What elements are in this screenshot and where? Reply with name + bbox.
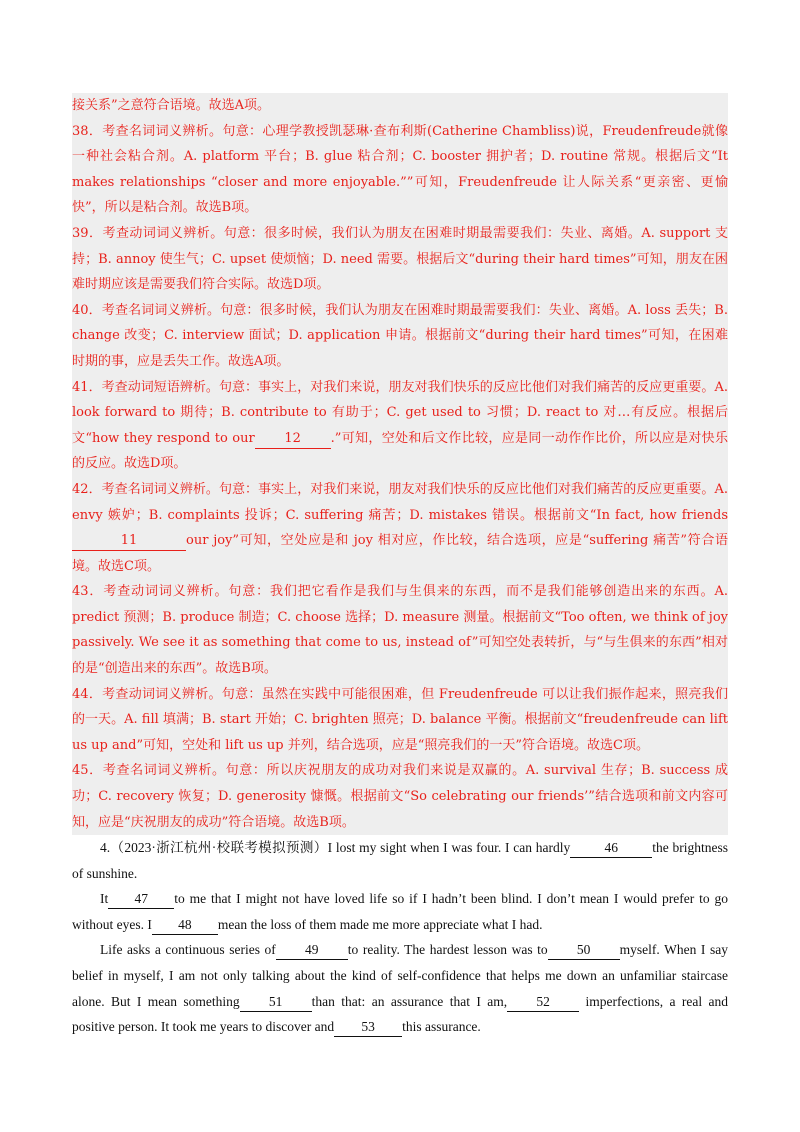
analysis-40: 40．考查名词词义辨析。句意：很多时候，我们认为朋友在困难时期最需要我们：失业、离婚。A. loss 丢失；B. change 改变；C. interview 面试；D. application 申请。根据前文“during their hard times”可知，在困难时期的事，应是丢失工作。故选A项。: [72, 302, 728, 369]
passage-text: It: [100, 891, 109, 907]
analysis-41-text: 41．考查动词短语辨析。句意：事实上，对我们来说，朋友对我们快乐的反应比他们对我们痛苦的反应更重要。A. look forward to 期待；B. contribute to 有助于；C. get used to 习惯；D. react to 对…有反应。根据后文“how they respond to our: [72, 379, 728, 446]
analysis-41: [72, 375, 728, 477]
analysis-43: 43．考查动词词义辨析。句意：我们把它看作是我们与生俱来的东西，而不是我们能够创造出来的东西。A. predict 预测；B. produce 制造；C. choose 选择；D. measure 测量。根据前文“Too often, we think of joy passively. We see it as something that come to us, instead of”可知空处表转折，与“与生俱来的东西”相对的是“创造出来的东西”。故选B项。: [72, 584, 728, 677]
passage-text: than that: an assurance that I am,: [311, 993, 508, 1009]
passage-text: imperfections, a real and positive person. It took me years to discover and: [72, 993, 728, 1035]
analysis-42: [72, 477, 728, 579]
blank-47: 47: [108, 890, 174, 909]
analysis-42-text: 42．考查名词词义辨析。句意：事实上，对我们来说，朋友对我们快乐的反应比他们对我们痛苦的反应更重要。A. envy 嫉妒；B. complaints 投诉；C. suffering 痛苦；D. mistakes 错误。根据前文“In fact, how friends: [72, 481, 728, 523]
passage-text: this assurance.: [402, 1019, 481, 1035]
passage-text: to me that I might not have loved life so if I hadn’t been blind. I don’t mean I would prefer to go without eyes. I: [72, 891, 728, 932]
analysis-45: 45．考查名词词义辨析。句意：所以庆祝朋友的成功对我们来说是双赢的。A. survival 生存；B. success 成功；C. recovery 恢复；D. generosity 慷慨。根据前文“So celebrating our friends’”结合选项和前文内容可知，应是“庆祝朋友的成功”符合语境。故选B项。: [72, 763, 728, 830]
blank-49: 49: [276, 941, 348, 960]
cloze-passage: [72, 835, 728, 1040]
passage-text: the brightness of sunshine.: [72, 840, 728, 881]
analysis-44: 44．考查动词词义辨析。句意：虽然在实践中可能很困难，但 Freudenfreude 可以让我们振作起来，照亮我们的一天。A. fill 填满；B. start 开始；C. brighten 照亮；D. balance 平衡。根据前文“freudenfreude can lift us up and”可知，空处和 lift us up 并列，结合选项，应是“照亮我们的一天”符合语境。故选C项。: [72, 686, 728, 753]
analysis-41-text-end: .”可知，空处和后文作比较，应是同一动作作比价，所以应是对快乐的反应。故选D项。: [72, 430, 728, 472]
passage-paragraph-3: [72, 937, 728, 1039]
analysis-42-text-end: our joy”可知，空处应是和 joy 相对应，作比较，结合选项，应是“suffering 痛苦”符合语境。故选C项。: [72, 533, 728, 574]
passage-paragraph-1: [72, 835, 728, 886]
blank-11: 11: [72, 532, 186, 551]
blank-46: 46: [570, 839, 652, 858]
passage-text: Life asks a continuous series of: [100, 942, 276, 958]
blank-50: 50: [548, 941, 620, 960]
analysis-39: 39．考查动词词义辨析。句意：很多时候，我们认为朋友在困难时期最需要我们：失业、离婚。A. support 支持；B. annoy 使生气；C. upset 使烦恼；D. need 需要。根据后文“during their hard times”可知，朋友在困难时期应该是需要我们符合实际。故选D项。: [72, 225, 728, 293]
analysis-38: 38．考查名词词义辨析。句意：心理学教授凯瑟琳·查布利斯(Catherine Chambliss)说，Freudenfreude就像一种社会粘合剂。A. platform 平台；B. glue 粘合剂；C. booster 拥护者；D. routine 常规。根据后文“It makes relationships “closer and more enjoyable.””可知，Freudenfreude 让人际关系“更亲密、更愉快”，所以是粘合剂。故选B项。: [72, 123, 728, 216]
passage-paragraph-2: [72, 886, 728, 937]
passage-text: 4.（2023·浙江杭州·校联考模拟预测）I lost my sight when I was four. I can hardly: [100, 840, 571, 855]
blank-12: 12: [255, 430, 331, 449]
answer-analysis-section: [72, 93, 728, 835]
passage-text: mean the loss of them made me more appreciate what I had.: [217, 916, 543, 932]
analysis-37-tail: 接关系”之意符合语境。故选A项。: [72, 98, 271, 113]
passage-text: to reality. The hardest lesson was to: [347, 942, 548, 958]
passage-text: myself. When I say belief in myself, I am not only talking about the kind of self-confidence that helps me down an unfamiliar staircase alone. But I mean something: [72, 942, 728, 1009]
blank-52: 52: [507, 993, 579, 1012]
blank-53: 53: [334, 1018, 402, 1037]
blank-51: 51: [240, 993, 312, 1012]
blank-48: 48: [152, 916, 218, 935]
